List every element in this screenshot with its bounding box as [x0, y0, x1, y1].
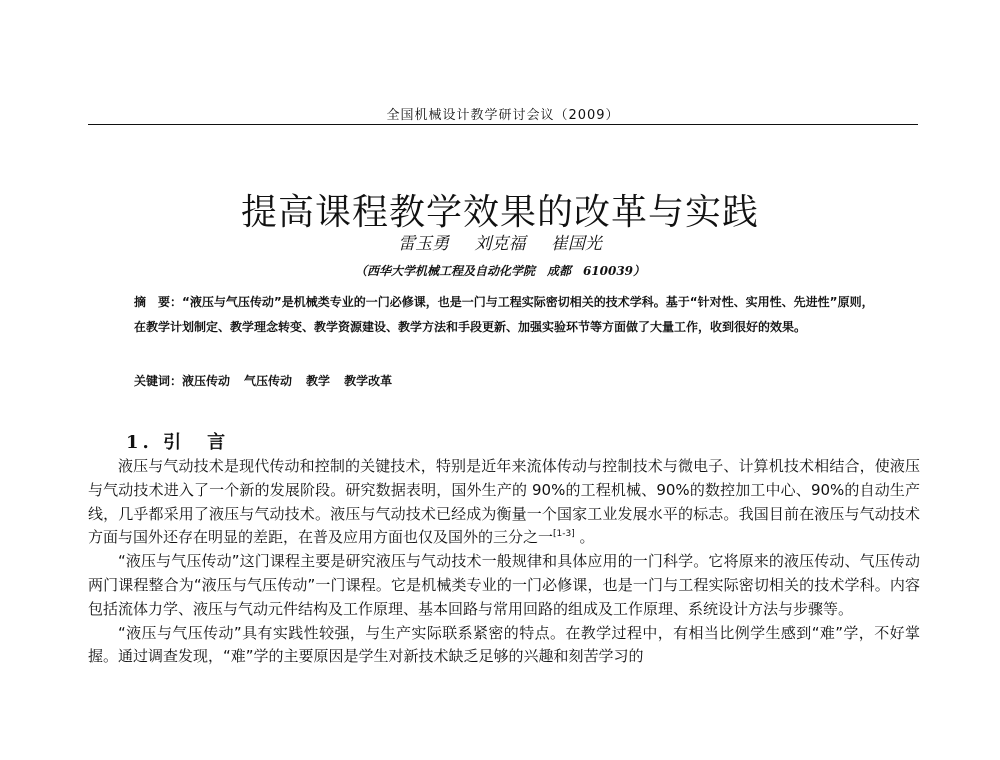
paragraph-text: 液压与气动技术是现代传动和控制的关键技术，特别是近年来流体传动与控制技术与微电子、计算机技术相结合，使液压与气动技术进入了一个新的发展阶段。研究数据表明，国外生产的 90%的工程机械、90%的数控加工中心、90%的自动生产线，几乎都采用了液压与气动技术。液压与气动技术已经成为衡量一个国家工业发展水平的标志。我国目前在液压与气动技术方面与国外还存在明显的差距，在普及应用方面也仅及国外的三分之一: [88, 457, 920, 547]
author-name: 崔国光: [550, 234, 602, 254]
paper-title: 提高课程教学效果的改革与实践: [240, 192, 759, 234]
keywords-label: 关键词：: [134, 374, 183, 388]
running-header: 全国机械设计教学研讨会议（2009）: [386, 108, 620, 123]
section-title: 引 言: [163, 431, 230, 453]
author-name: 刘克福: [474, 234, 526, 254]
keyword: 教学: [306, 374, 331, 388]
paragraph-tail: 。: [574, 528, 595, 547]
keywords: [134, 372, 874, 389]
author-list: [0, 229, 1000, 254]
keyword: 教学改革: [344, 374, 393, 388]
keyword: 液压传动: [182, 374, 231, 388]
body-text: [88, 455, 920, 669]
citation-marker: [1-3]: [553, 529, 575, 540]
keyword: 气压传动: [244, 374, 293, 388]
body-paragraph: “液压与气压传动”这门课程主要是研究液压与气动技术一般规律和具体应用的一门科学。它将原来的液压传动、气压传动两门课程整合为“液压与气压传动”一门课程。它是机械类专业的一门必修课，也是一门与工程实际密切相关的技术学科。内容包括流体力学、液压与气动元件结构及工作原理、基本回路与常用回路的组成及工作原理、系统设计方法与步骤等。: [88, 552, 920, 618]
section-heading: [126, 428, 229, 454]
abstract: [134, 290, 874, 340]
abstract-label: 摘 要：: [134, 295, 183, 309]
section-number: 1.: [126, 431, 153, 453]
body-paragraph: “液压与气压传动”具有实践性较强，与生产实际联系紧密的特点。在教学过程中，有相当比例学生感到“难”学，不好掌握。通过调查发现，“难”学的主要原因是学生对新技术缺乏足够的兴趣和刻苦学习的: [88, 623, 920, 666]
abstract-paragraph: [134, 290, 874, 340]
affiliation: （西华大学机械工程及自动化学院 成都 610039）: [354, 264, 646, 278]
header-rule: [88, 124, 918, 125]
body-paragraph: [88, 455, 920, 550]
author-name: 雷玉勇: [398, 234, 450, 254]
abstract-text: “液压与气压传动”是机械类专业的一门必修课，也是一门与工程实际密切相关的技术学科。基于“针对性、实用性、先进性”原则，在教学计划制定、教学理念转变、教学资源建设、教学方法和手段更新、加强实验环节等方面做了大量工作，收到很好的效果。: [134, 295, 874, 334]
